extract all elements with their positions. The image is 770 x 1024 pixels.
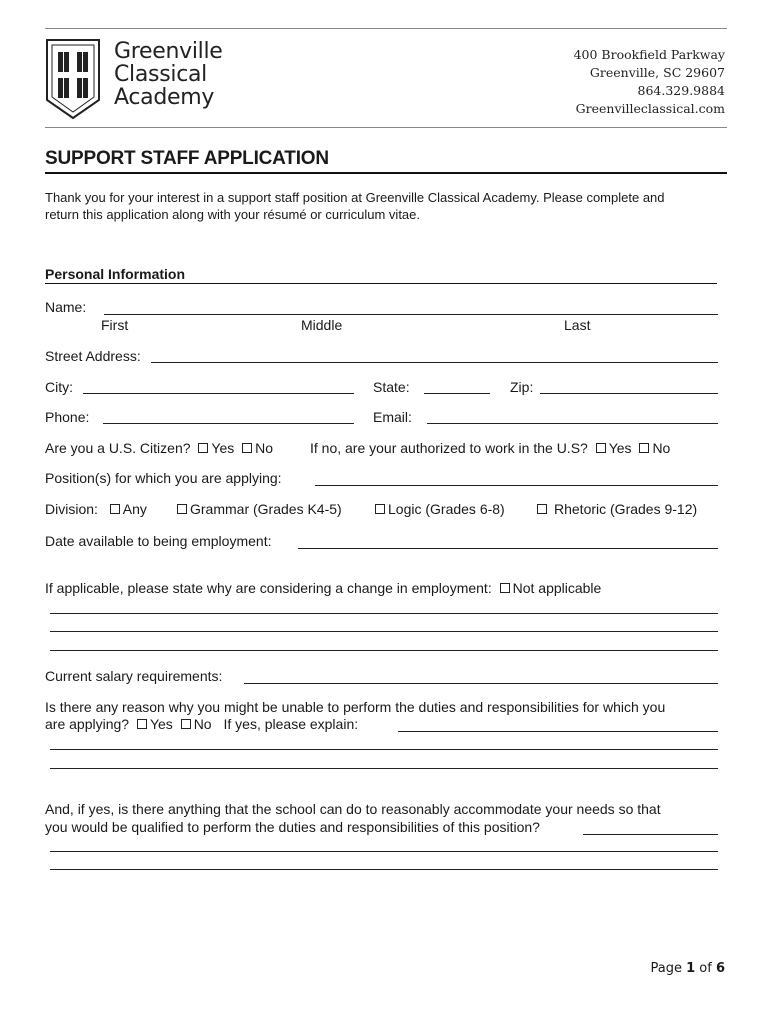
page-word: Page bbox=[650, 961, 682, 976]
address-website: Greenvilleclassical.com bbox=[575, 101, 725, 116]
division-any-checkbox[interactable] bbox=[110, 504, 120, 514]
section-title: Personal Information bbox=[45, 266, 186, 282]
division-grammar-label: Grammar (Grades K4-5) bbox=[190, 501, 342, 517]
salary-label: Current salary requirements: bbox=[45, 668, 223, 684]
intro-line: return this application along with your résumé or curriculum vitae. bbox=[45, 207, 421, 222]
street-address-label: Street Address: bbox=[45, 348, 141, 364]
division-logic-label: Logic (Grades 6-8) bbox=[388, 501, 505, 517]
school-crest-icon bbox=[45, 38, 101, 120]
division-logic-checkbox[interactable] bbox=[375, 504, 385, 514]
citizen-question-text: Are you a U.S. Citizen? bbox=[45, 440, 191, 456]
logo-line: Classical bbox=[114, 62, 207, 87]
not-applicable-checkbox[interactable] bbox=[500, 583, 510, 593]
name-middle-caption: Middle bbox=[301, 317, 343, 333]
street-address-field[interactable] bbox=[151, 362, 718, 363]
explain-line[interactable] bbox=[50, 768, 718, 769]
citizen-yes-checkbox[interactable] bbox=[198, 443, 208, 453]
page-title: SUPPORT STAFF APPLICATION bbox=[45, 148, 329, 169]
unable-no-label: No bbox=[193, 716, 212, 732]
logo-line: Academy bbox=[114, 85, 215, 110]
city-label: City: bbox=[45, 379, 73, 395]
authorized-yes-label: Yes bbox=[608, 440, 632, 456]
zip-field[interactable] bbox=[540, 393, 718, 394]
unable-question-text: are applying? bbox=[45, 716, 130, 732]
date-available-label: Date available to being employment: bbox=[45, 533, 272, 549]
intro-line: Thank you for your interest in a support staff position at Greenville Classical Academy. Please complete and bbox=[45, 190, 665, 205]
title-rule bbox=[45, 172, 727, 174]
accommodation-line[interactable] bbox=[50, 851, 718, 852]
unable-question-line1: Is there any reason why you might be unable to perform the duties and responsibilities for which you bbox=[45, 699, 666, 715]
accommodation-question-line2: you would be qualified to perform the duties and responsibilities of this position? bbox=[45, 819, 540, 835]
address-city: Greenville, SC 29607 bbox=[589, 65, 725, 80]
accommodation-question-line1: And, if yes, is there anything that the school can do to reasonably accommodate your needs so that bbox=[45, 801, 661, 817]
section-rule bbox=[45, 283, 717, 284]
division-any-label: Any bbox=[122, 501, 147, 517]
page-number bbox=[650, 961, 725, 976]
unable-no-checkbox[interactable] bbox=[181, 719, 191, 729]
date-available-field[interactable] bbox=[298, 548, 718, 549]
accommodation-line[interactable] bbox=[50, 869, 718, 870]
page-current: 1 bbox=[686, 961, 696, 976]
division-label: Division: bbox=[45, 501, 98, 517]
name-first-caption: First bbox=[101, 317, 129, 333]
unable-question-line2 bbox=[45, 716, 358, 732]
email-label: Email: bbox=[373, 409, 412, 425]
positions-field[interactable] bbox=[315, 485, 718, 486]
header-rule bbox=[45, 127, 727, 128]
citizen-no-label: No bbox=[255, 440, 274, 456]
city-field[interactable] bbox=[83, 393, 354, 394]
explain-field[interactable] bbox=[398, 731, 718, 732]
name-label: Name: bbox=[45, 299, 87, 315]
email-field[interactable] bbox=[427, 423, 718, 424]
authorized-no-label: No bbox=[652, 440, 671, 456]
state-field[interactable] bbox=[424, 393, 490, 394]
intro-text bbox=[45, 189, 725, 223]
division-rhetoric-checkbox[interactable] bbox=[537, 504, 547, 514]
explain-line[interactable] bbox=[50, 749, 718, 750]
division-rhetoric bbox=[533, 501, 697, 517]
phone-field[interactable] bbox=[103, 423, 354, 424]
accommodation-field[interactable] bbox=[583, 834, 718, 835]
authorized-yes-checkbox[interactable] bbox=[596, 443, 606, 453]
authorized-question-text: If no, are your authorized to work in the U.S? bbox=[310, 440, 588, 456]
employment-change-question bbox=[45, 580, 601, 596]
zip-label: Zip: bbox=[510, 379, 534, 395]
top-rule bbox=[45, 28, 727, 29]
employment-change-text: If applicable, please state why are considering a change in employment: bbox=[45, 580, 492, 596]
not-applicable-label: Not applicable bbox=[512, 580, 602, 596]
of-word: of bbox=[699, 961, 712, 976]
division-logic bbox=[371, 501, 505, 517]
address-street: 400 Brookfield Parkway bbox=[573, 47, 725, 62]
positions-label: Position(s) for which you are applying: bbox=[45, 470, 282, 486]
division-rhetoric-label: Rhetoric (Grades 9-12) bbox=[554, 501, 698, 517]
division-row bbox=[45, 501, 147, 517]
citizen-question bbox=[45, 440, 273, 456]
address-phone: 864.329.9884 bbox=[637, 83, 725, 98]
state-label: State: bbox=[373, 379, 410, 395]
salary-field[interactable] bbox=[244, 683, 718, 684]
name-last-caption: Last bbox=[564, 317, 591, 333]
page-total: 6 bbox=[715, 961, 725, 976]
authorized-question bbox=[310, 440, 670, 456]
school-address bbox=[574, 46, 725, 118]
phone-label: Phone: bbox=[45, 409, 90, 425]
employment-change-line[interactable] bbox=[50, 650, 718, 651]
school-logo-text bbox=[114, 40, 223, 109]
unable-yes-label: Yes bbox=[149, 716, 173, 732]
authorized-no-checkbox[interactable] bbox=[639, 443, 649, 453]
name-field[interactable] bbox=[104, 314, 718, 315]
division-grammar-checkbox[interactable] bbox=[177, 504, 187, 514]
unable-yes-checkbox[interactable] bbox=[137, 719, 147, 729]
explain-label: If yes, please explain: bbox=[223, 716, 359, 732]
division-grammar bbox=[173, 501, 342, 517]
employment-change-line[interactable] bbox=[50, 613, 718, 614]
citizen-no-checkbox[interactable] bbox=[242, 443, 252, 453]
logo-line: Greenville bbox=[114, 39, 223, 64]
citizen-yes-label: Yes bbox=[211, 440, 235, 456]
employment-change-line[interactable] bbox=[50, 631, 718, 632]
